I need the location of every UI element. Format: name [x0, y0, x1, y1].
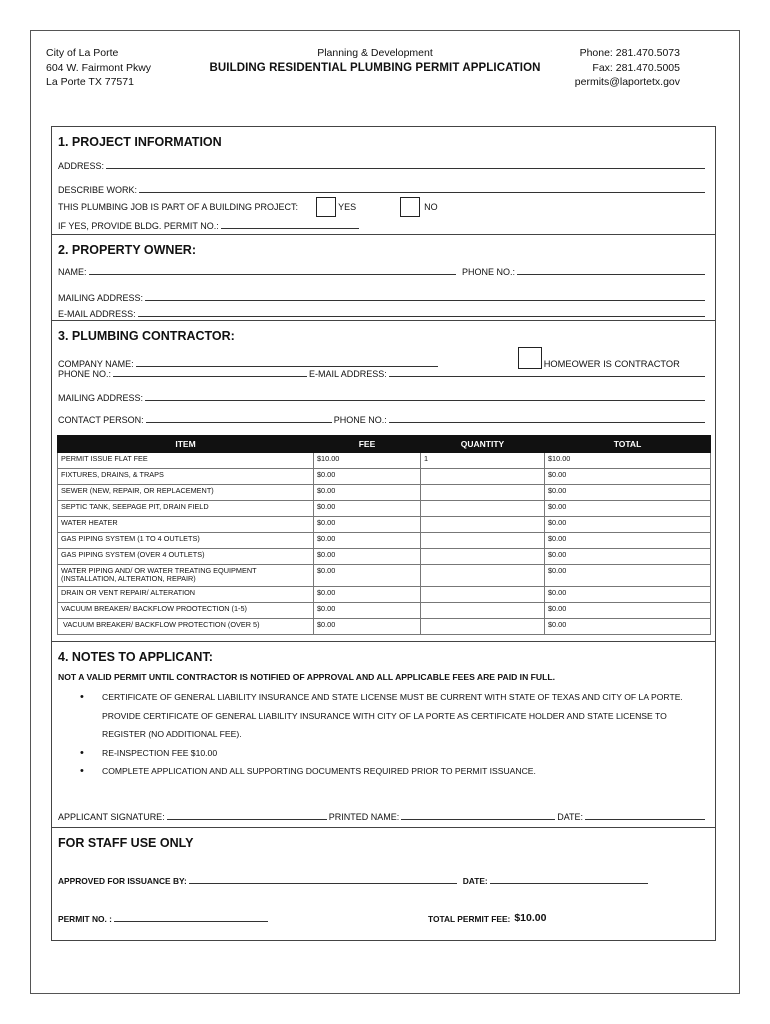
table-row	[58, 469, 711, 485]
row-item: SEPTIC TANK, SEEPAGE PIT, DRAIN FIELD	[58, 501, 314, 517]
signature-input[interactable]	[167, 819, 327, 820]
row-quantity[interactable]	[421, 533, 545, 549]
fee-table-section	[52, 435, 715, 642]
fee-table	[57, 435, 711, 635]
building-question-label: THIS PLUMBING JOB IS PART OF A BUILDING PROJECT:	[58, 202, 299, 212]
bldg-permit-field[interactable]	[58, 217, 361, 231]
form-title: BUILDING RESIDENTIAL PLUMBING PERMIT APPLICATION	[209, 61, 541, 74]
contact-person-row	[58, 411, 707, 425]
contractor-mailing-label: MAILING ADDRESS:	[58, 393, 144, 403]
total-fee-label: TOTAL PERMIT FEE:	[427, 914, 511, 924]
row-fee: $0.00	[314, 517, 421, 533]
owner-name-label: NAME:	[58, 267, 87, 277]
signature-label: APPLICANT SIGNATURE:	[58, 812, 165, 822]
row-total: $0.00	[545, 587, 711, 603]
contact-person-input[interactable]	[146, 422, 332, 423]
contractor-phone-label: PHONE NO.:	[58, 369, 112, 379]
approval-date-label: DATE:	[462, 876, 488, 886]
row-fee: $0.00	[314, 587, 421, 603]
row-total: $0.00	[545, 565, 711, 587]
permit-no-input[interactable]	[114, 921, 268, 922]
row-item: PERMIT ISSUE FLAT FEE	[58, 453, 314, 469]
project-heading: 1. PROJECT INFORMATION	[58, 135, 222, 149]
no-checkbox[interactable]	[400, 197, 420, 217]
row-item: VACUUM BREAKER/ BACKFLOW PROOTECTION (1-5)	[58, 603, 314, 619]
org-city: La Porte TX 77571	[46, 76, 134, 88]
table-row	[58, 485, 711, 501]
row-item: VACUUM BREAKER/ BACKFLOW PROTECTION (OVER 5)	[58, 619, 314, 635]
approval-row	[58, 872, 650, 886]
row-fee: $0.00	[314, 565, 421, 587]
row-fee: $0.00	[314, 619, 421, 635]
row-fee: $0.00	[314, 501, 421, 517]
row-total: $0.00	[545, 469, 711, 485]
row-quantity[interactable]	[421, 485, 545, 501]
form-box	[51, 126, 716, 941]
company-label: COMPANY NAME:	[58, 359, 134, 369]
owner-mailing-input[interactable]	[145, 300, 705, 301]
total-fee-value: $10.00	[514, 912, 547, 924]
table-row	[58, 533, 711, 549]
col-total: TOTAL	[545, 436, 711, 453]
owner-email-field[interactable]	[58, 305, 707, 319]
header-email[interactable]: permits@laportetx.gov	[574, 76, 680, 88]
row-total: $0.00	[545, 549, 711, 565]
row-quantity[interactable]	[421, 619, 545, 635]
row-total: $10.00	[545, 453, 711, 469]
row-item: WATER PIPING AND/ OR WATER TREATING EQUIPMENT (INSTALLATION, ALTERATION, REPAIR)	[58, 565, 314, 587]
owner-section	[52, 235, 715, 321]
table-row	[58, 549, 711, 565]
contractor-phone-input[interactable]	[113, 376, 307, 377]
row-fee: $10.00	[314, 453, 421, 469]
notes-list	[80, 688, 690, 781]
table-row	[58, 453, 711, 469]
address-label: ADDRESS:	[58, 161, 105, 171]
staff-heading: FOR STAFF USE ONLY	[58, 836, 194, 850]
row-total: $0.00	[545, 619, 711, 635]
contractor-phone-row	[58, 365, 707, 379]
row-quantity[interactable]	[421, 587, 545, 603]
row-quantity[interactable]	[421, 565, 545, 587]
contractor-mailing-input[interactable]	[145, 400, 705, 401]
row-total: $0.00	[545, 533, 711, 549]
row-quantity[interactable]: 1	[421, 453, 545, 469]
header-fax: Fax: 281.470.5005	[592, 61, 680, 74]
header-phone: Phone: 281.470.5073	[579, 47, 680, 59]
permit-row	[58, 908, 546, 924]
row-item: DRAIN OR VENT REPAIR/ ALTERATION	[58, 587, 314, 603]
row-total: $0.00	[545, 485, 711, 501]
owner-name-input[interactable]	[89, 274, 456, 275]
table-row	[58, 603, 711, 619]
no-label: NO	[424, 202, 438, 212]
list-item: • COMPLETE APPLICATION AND ALL SUPPORTING DOCUMENTS REQUIRED PRIOR TO PERMIT ISSUANCE.	[80, 762, 690, 781]
signature-date-label: DATE:	[557, 812, 584, 822]
row-item: WATER HEATER	[58, 517, 314, 533]
row-fee: $0.00	[314, 485, 421, 501]
contractor-mailing-field[interactable]	[58, 389, 707, 403]
row-quantity[interactable]	[421, 517, 545, 533]
address-input[interactable]	[106, 168, 705, 169]
row-total: $0.00	[545, 517, 711, 533]
contact-phone-label: PHONE NO.:	[333, 415, 387, 425]
contractor-email-input[interactable]	[389, 376, 705, 377]
table-row	[58, 587, 711, 603]
table-row	[58, 517, 711, 533]
printed-name-label: PRINTED NAME:	[328, 812, 400, 822]
row-item: GAS PIPING SYSTEM (OVER 4 OUTLETS)	[58, 549, 314, 565]
describe-work-label: DESCRIBE WORK:	[58, 185, 138, 195]
permit-no-label: PERMIT NO. :	[58, 914, 112, 924]
project-section	[52, 127, 715, 235]
approved-by-input[interactable]	[189, 883, 457, 884]
list-item: • CERTIFICATE OF GENERAL LIABILITY INSURANCE AND STATE LICENSE MUST BE CURRENT WITH STATE OF TEXAS AND CITY OF LA PORTE. PROVIDE CERTIFICATE OF GENERAL LIABILITY INSURANCE WITH CITY OF LA PORTE AS CERTIFICATE HOLDER AND STATE LICENSE TO REGISTER (NO ADDITIONAL FEE).	[80, 688, 690, 744]
approval-date-input[interactable]	[490, 883, 648, 884]
notes-section	[52, 642, 715, 828]
building-project-question	[58, 197, 707, 217]
owner-email-label: E-MAIL ADDRESS:	[58, 309, 136, 319]
describe-work-input[interactable]	[139, 192, 705, 193]
staff-section	[52, 828, 715, 940]
signature-date-input[interactable]	[585, 819, 705, 820]
row-quantity[interactable]	[421, 501, 545, 517]
row-fee: $0.00	[314, 469, 421, 485]
notes-heading: 4. NOTES TO APPLICANT:	[58, 650, 213, 664]
row-item: GAS PIPING SYSTEM (1 TO 4 OUTLETS)	[58, 533, 314, 549]
contractor-heading: 3. PLUMBING CONTRACTOR:	[58, 329, 235, 343]
fee-table-header	[58, 436, 711, 453]
owner-email-input[interactable]	[138, 316, 705, 317]
row-fee: $0.00	[314, 549, 421, 565]
homeowner-label: HOMEOWER IS CONTRACTOR	[543, 359, 680, 369]
row-fee: $0.00	[314, 533, 421, 549]
row-total: $0.00	[545, 501, 711, 517]
owner-mailing-field[interactable]	[58, 289, 707, 303]
col-quantity: QUANTITY	[421, 436, 545, 453]
owner-name-row	[58, 263, 707, 277]
contact-info	[575, 46, 680, 90]
contractor-section	[52, 321, 715, 435]
contact-person-label: CONTACT PERSON:	[58, 415, 144, 425]
describe-work-field[interactable]	[58, 181, 707, 195]
row-quantity[interactable]	[421, 549, 545, 565]
address-field[interactable]	[58, 157, 707, 171]
row-item: SEWER (NEW, REPAIR, OR REPLACEMENT)	[58, 485, 314, 501]
contact-phone-input[interactable]	[389, 422, 705, 423]
org-name: City of La Porte	[46, 47, 119, 59]
org-street: 604 W. Fairmont Pkwy	[46, 61, 152, 74]
bldg-permit-label: IF YES, PROVIDE BLDG. PERMIT NO.:	[58, 221, 219, 231]
row-item: FIXTURES, DRAINS, & TRAPS	[58, 469, 314, 485]
signature-row	[58, 808, 707, 822]
list-item: • RE-INSPECTION FEE $10.00	[80, 744, 690, 763]
row-fee: $0.00	[314, 603, 421, 619]
printed-name-input[interactable]	[401, 819, 555, 820]
yes-label: YES	[338, 202, 357, 212]
table-row	[58, 501, 711, 517]
owner-phone-label: PHONE NO.:	[461, 267, 515, 277]
col-item: ITEM	[58, 436, 314, 453]
bldg-permit-input[interactable]	[221, 228, 359, 229]
col-fee: FEE	[314, 436, 421, 453]
validity-warning: NOT A VALID PERMIT UNTIL CONTRACTOR IS NOTIFIED OF APPROVAL AND ALL APPLICABLE FEES ARE PAID IN FULL.	[58, 672, 556, 682]
yes-checkbox[interactable]	[316, 197, 336, 217]
owner-phone-input[interactable]	[517, 274, 705, 275]
owner-mailing-label: MAILING ADDRESS:	[58, 293, 144, 303]
approved-by-label: APPROVED FOR ISSUANCE BY:	[58, 876, 187, 886]
row-quantity[interactable]	[421, 603, 545, 619]
table-row	[58, 565, 711, 587]
department: Planning & Development	[317, 47, 433, 59]
table-row	[58, 619, 711, 635]
contractor-email-label: E-MAIL ADDRESS:	[309, 369, 387, 379]
row-total: $0.00	[545, 603, 711, 619]
row-quantity[interactable]	[421, 469, 545, 485]
owner-heading: 2. PROPERTY OWNER:	[58, 243, 196, 257]
